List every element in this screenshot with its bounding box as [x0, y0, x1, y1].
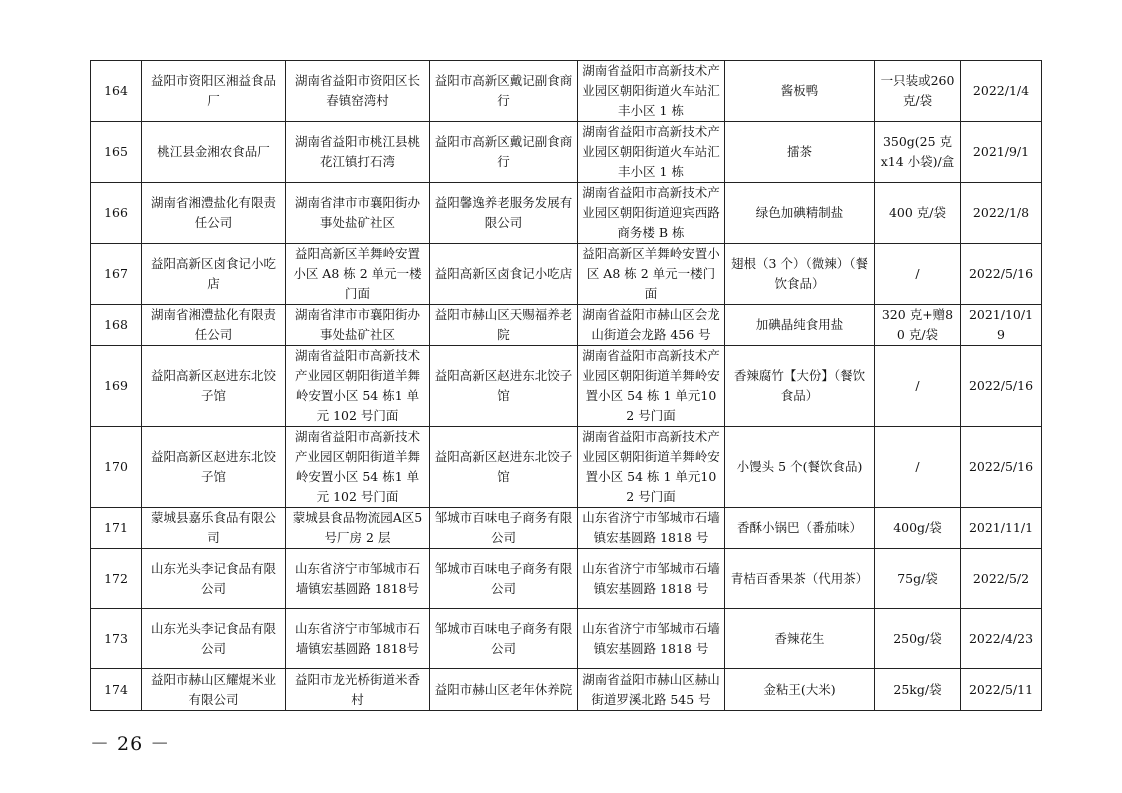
cell-spec: 250g/袋: [875, 609, 961, 669]
cell-date: 2021/11/1: [961, 508, 1042, 549]
cell-date: 2022/4/23: [961, 609, 1042, 669]
cell-producer-address: 益阳高新区羊舞岭安置小区 A8 栋 2 单元一楼门面: [286, 244, 430, 305]
cell-producer: 桃江县金湘农食品厂: [142, 122, 286, 183]
cell-no: 166: [91, 183, 142, 244]
cell-producer: 蒙城县嘉乐食品有限公司: [142, 508, 286, 549]
cell-no: 173: [91, 609, 142, 669]
cell-product: 香辣花生: [725, 609, 875, 669]
cell-spec: 400 克/袋: [875, 183, 961, 244]
table-row: [91, 244, 1042, 305]
cell-product: 擂茶: [725, 122, 875, 183]
cell-seller: 益阳高新区赵进东北饺子馆: [430, 346, 578, 427]
cell-producer-address: 蒙城县食品物流园A区5 号厂房 2 层: [286, 508, 430, 549]
cell-spec: /: [875, 244, 961, 305]
table-row: [91, 508, 1042, 549]
cell-producer: 益阳市赫山区耀焜米业有限公司: [142, 669, 286, 711]
cell-no: 164: [91, 61, 142, 122]
cell-producer-address: 山东省济宁市邹城市石墙镇宏基圆路 1818号: [286, 549, 430, 609]
cell-producer-address: 湖南省津市市襄阳街办事处盐矿社区: [286, 183, 430, 244]
cell-seller-address: 山东省济宁市邹城市石墙镇宏基圆路 1818 号: [578, 609, 725, 669]
cell-producer-address: 湖南省益阳市桃江县桃花江镇打石湾: [286, 122, 430, 183]
cell-seller-address: 湖南省益阳市赫山区会龙山街道会龙路 456 号: [578, 305, 725, 346]
table-row: [91, 669, 1042, 711]
table-row: [91, 346, 1042, 427]
cell-producer: 益阳市资阳区湘益食品厂: [142, 61, 286, 122]
cell-seller-address: 山东省济宁市邹城市石墙镇宏基圆路 1818 号: [578, 549, 725, 609]
cell-spec: /: [875, 346, 961, 427]
cell-producer-address: 湖南省益阳市高新技术产业园区朝阳街道羊舞岭安置小区 54 栋1 单元 102 号门面: [286, 346, 430, 427]
cell-spec: 320 克+赠80 克/袋: [875, 305, 961, 346]
cell-product: 酱板鸭: [725, 61, 875, 122]
cell-producer: 益阳高新区赵进东北饺子馆: [142, 427, 286, 508]
cell-producer: 益阳高新区卤食记小吃店: [142, 244, 286, 305]
table-row: [91, 61, 1042, 122]
cell-date: 2021/10/19: [961, 305, 1042, 346]
cell-no: 171: [91, 508, 142, 549]
cell-seller-address: 湖南省益阳市高新技术产业园区朝阳街道羊舞岭安置小区 54 栋 1 单元102 号门面: [578, 346, 725, 427]
cell-producer: 山东光头李记食品有限公司: [142, 609, 286, 669]
cell-producer-address: 湖南省益阳市资阳区长春镇窑湾村: [286, 61, 430, 122]
cell-seller: 益阳高新区赵进东北饺子馆: [430, 427, 578, 508]
cell-seller-address: 益阳高新区羊舞岭安置小区 A8 栋 2 单元一楼门面: [578, 244, 725, 305]
table-row: [91, 609, 1042, 669]
cell-seller-address: 山东省济宁市邹城市石墙镇宏基圆路 1818 号: [578, 508, 725, 549]
inspection-table: [90, 60, 1042, 711]
cell-spec: 350g(25 克 x14 小袋)/盒: [875, 122, 961, 183]
cell-no: 172: [91, 549, 142, 609]
cell-spec: 一只装或260 克/袋: [875, 61, 961, 122]
cell-spec: /: [875, 427, 961, 508]
cell-product: 金粘王(大米): [725, 669, 875, 711]
cell-producer-address: 湖南省津市市襄阳街办事处盐矿社区: [286, 305, 430, 346]
cell-date: 2022/5/16: [961, 244, 1042, 305]
cell-no: 168: [91, 305, 142, 346]
cell-date: 2022/5/16: [961, 346, 1042, 427]
cell-spec: 25kg/袋: [875, 669, 961, 711]
cell-seller: 邹城市百味电子商务有限公司: [430, 549, 578, 609]
cell-product: 青桔百香果茶（代用茶）: [725, 549, 875, 609]
cell-producer-address: 益阳市龙光桥街道米香村: [286, 669, 430, 711]
table-row: [91, 183, 1042, 244]
cell-seller-address: 湖南省益阳市高新技术产业园区朝阳街道火车站汇丰小区 1 栋: [578, 122, 725, 183]
cell-product: 加碘晶纯食用盐: [725, 305, 875, 346]
cell-no: 165: [91, 122, 142, 183]
cell-seller: 益阳市高新区戴记副食商行: [430, 61, 578, 122]
cell-seller: 益阳馨逸养老服务发展有限公司: [430, 183, 578, 244]
cell-date: 2022/5/11: [961, 669, 1042, 711]
cell-seller-address: 湖南省益阳市高新技术产业园区朝阳街道迎宾西路商务楼 B 栋: [578, 183, 725, 244]
table-body: [91, 61, 1042, 711]
cell-seller-address: 湖南省益阳市高新技术产业园区朝阳街道羊舞岭安置小区 54 栋 1 单元102 号门面: [578, 427, 725, 508]
cell-product: 香辣腐竹【大份】（餐饮食品）: [725, 346, 875, 427]
cell-producer: 湖南省湘澧盐化有限责任公司: [142, 305, 286, 346]
cell-date: 2022/1/4: [961, 61, 1042, 122]
cell-seller: 益阳市赫山区老年休养院: [430, 669, 578, 711]
cell-seller: 益阳高新区卤食记小吃店: [430, 244, 578, 305]
cell-product: 翅根（3 个）（微辣）（餐饮食品）: [725, 244, 875, 305]
cell-seller: 邹城市百味电子商务有限公司: [430, 609, 578, 669]
cell-spec: 400g/袋: [875, 508, 961, 549]
cell-product: 绿色加碘精制盐: [725, 183, 875, 244]
table-row: [91, 122, 1042, 183]
cell-seller: 邹城市百味电子商务有限公司: [430, 508, 578, 549]
cell-product: 香酥小锅巴（番茄味）: [725, 508, 875, 549]
cell-producer: 益阳高新区赵进东北饺子馆: [142, 346, 286, 427]
cell-producer-address: 湖南省益阳市高新技术产业园区朝阳街道羊舞岭安置小区 54 栋1 单元 102 号门面: [286, 427, 430, 508]
cell-producer: 湖南省湘澧盐化有限责任公司: [142, 183, 286, 244]
cell-producer-address: 山东省济宁市邹城市石墙镇宏基圆路 1818号: [286, 609, 430, 669]
cell-date: 2022/1/8: [961, 183, 1042, 244]
cell-no: 169: [91, 346, 142, 427]
cell-seller-address: 湖南省益阳市高新技术产业园区朝阳街道火车站汇丰小区 1 栋: [578, 61, 725, 122]
cell-seller-address: 湖南省益阳市赫山区赫山街道罗溪北路 545 号: [578, 669, 725, 711]
cell-seller: 益阳市高新区戴记副食商行: [430, 122, 578, 183]
cell-no: 167: [91, 244, 142, 305]
cell-no: 170: [91, 427, 142, 508]
table-row: [91, 427, 1042, 508]
cell-spec: 75g/袋: [875, 549, 961, 609]
cell-product: 小馒头 5 个(餐饮食品): [725, 427, 875, 508]
cell-date: 2022/5/2: [961, 549, 1042, 609]
table-row: [91, 549, 1042, 609]
cell-date: 2022/5/16: [961, 427, 1042, 508]
cell-no: 174: [91, 669, 142, 711]
cell-seller: 益阳市赫山区天赐福养老院: [430, 305, 578, 346]
table-row: [91, 305, 1042, 346]
page-number: － 26 －: [90, 733, 171, 755]
cell-producer: 山东光头李记食品有限公司: [142, 549, 286, 609]
cell-date: 2021/9/1: [961, 122, 1042, 183]
